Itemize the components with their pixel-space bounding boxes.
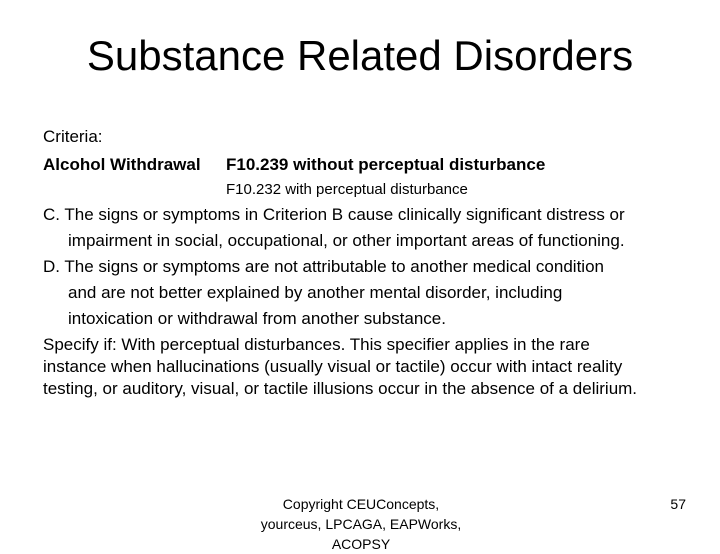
specifier-line-1: Specify if: With perceptual disturbances. This specifier applies in the rare — [43, 335, 590, 354]
code-without-perceptual-disturbance: F10.239 without perceptual disturbance — [226, 155, 546, 174]
criterion-d-line-3: intoxication or withdrawal from another substance. — [68, 309, 446, 328]
specifier-line-3: testing, or auditory, visual, or tactile illusions occur in the absence of a delirium. — [43, 379, 638, 398]
criterion-d-line-2: and are not better explained by another mental disorder, including — [68, 283, 563, 302]
criterion-c-line-2: impairment in social, occupational, or other important areas of functioning. — [68, 231, 625, 250]
copyright-footer — [251, 494, 471, 554]
page-number: 57 — [670, 496, 686, 512]
footer-line: ACOPSY — [331, 536, 391, 552]
alcohol-withdrawal-label: Alcohol Withdrawal — [43, 155, 201, 174]
specifier-line-2: instance when hallucinations (usually visual or tactile) occur with intact reality — [43, 357, 623, 376]
criterion-c-line-1: C. The signs or symptoms in Criterion B cause clinically significant distress or — [43, 205, 625, 224]
code-with-perceptual-disturbance: F10.232 with perceptual disturbance — [226, 181, 468, 198]
criterion-d-line-1: D. The signs or symptoms are not attributable to another medical condition — [43, 257, 604, 276]
footer-line: Copyright CEUConcepts, — [282, 496, 440, 512]
criteria-label: Criteria: — [43, 127, 103, 146]
slide-title: Substance Related Disorders — [86, 32, 634, 79]
footer-line: yourceus, LPCAGA, EAPWorks, — [260, 516, 462, 532]
